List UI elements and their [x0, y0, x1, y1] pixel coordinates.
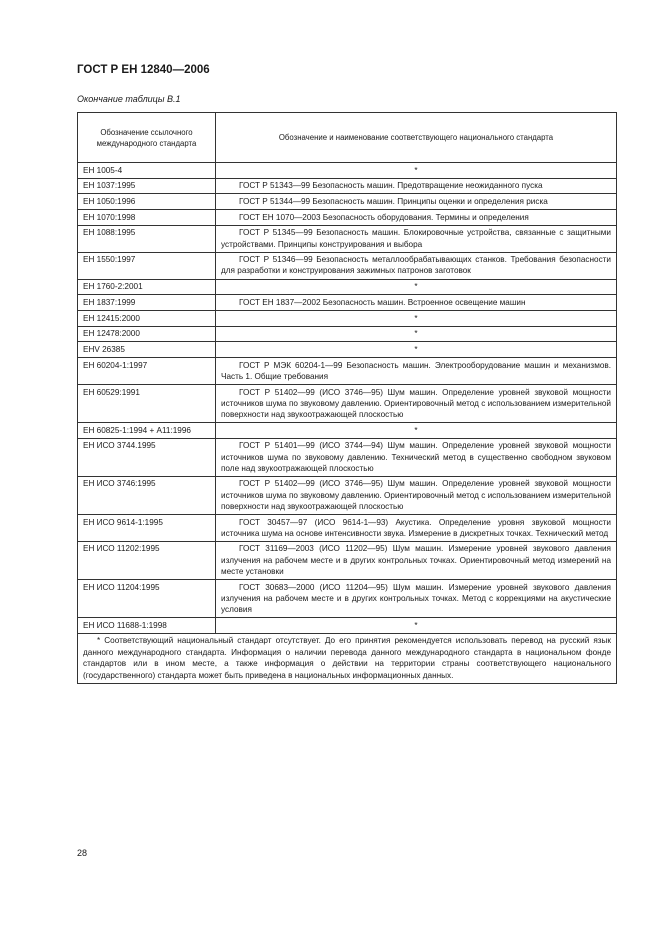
- national-standard-description: *: [216, 311, 617, 327]
- table-row: [78, 358, 617, 385]
- table-row: [78, 515, 617, 542]
- international-standard-code: ЕН 60204-1:1997: [78, 358, 216, 385]
- national-standard-description: ГОСТ Р МЭК 60204-1—99 Безопасность машин. Электрооборудование машин и механизмов. Часть 1. Общие требования: [216, 358, 617, 385]
- international-standard-code: ЕН ИСО 9614-1:1995: [78, 515, 216, 542]
- national-standard-description: ГОСТ Р 51401—99 (ИСО 3744—94) Шум машин. Определение уровней звуковой мощности источников шума по звуковому давлению. Технический метод в существенно свободном звуковом поле над звукоотражающей плоскостью: [216, 438, 617, 476]
- table-row: [78, 385, 617, 423]
- table-body: [78, 163, 617, 634]
- table-row: [78, 342, 617, 358]
- international-standard-code: ЕН 1837:1999: [78, 295, 216, 311]
- table-row: [78, 210, 617, 226]
- national-standard-description: ГОСТ 31169—2003 (ИСО 11202—95) Шум машин. Измерение уровней звукового давления излучения на рабочем месте и в других контрольных точках. Ориентировочный метод измерений на месте установки: [216, 541, 617, 579]
- national-standard-description: *: [216, 618, 617, 634]
- international-standard-code: ЕН ИСО 11688-1:1998: [78, 618, 216, 634]
- national-standard-description: ГОСТ Р 51402—99 (ИСО 3746—95) Шум машин. Определение уровней звуковой мощности источников шума по звуковому давлению. Ориентировочный метод с использованием измерительной поверхности над звукоотражающей плоскостью: [216, 476, 617, 514]
- international-standard-code: ЕН 60825-1:1994 + А11:1996: [78, 423, 216, 439]
- national-standard-description: ГОСТ 30683—2000 (ИСО 11204—95) Шум машин. Измерение уровней звукового давления излучения на рабочем месте и в других контрольных точках. Метод с коррекциями на акустические условия: [216, 580, 617, 618]
- page-number: 28: [77, 848, 88, 858]
- national-standard-description: *: [216, 163, 617, 179]
- international-standard-code: ЕН 1005-4: [78, 163, 216, 179]
- table-row: [78, 326, 617, 342]
- national-standard-description: ГОСТ Р 51402—99 (ИСО 3746—95) Шум машин. Определение уровней звуковой мощности источников шума по звуковому давлению. Ориентировочный метод с использованием измерительной поверхности над звукоотражающей плоскостью: [216, 385, 617, 423]
- table-row: [78, 476, 617, 514]
- table-row: [78, 178, 617, 194]
- header-national-standard: Обозначение и наименование соответствующего национального стандарта: [216, 113, 617, 163]
- national-standard-description: ГОСТ ЕН 1070—2003 Безопасность оборудования. Термины и определения: [216, 210, 617, 226]
- standards-table: [77, 112, 617, 684]
- national-standard-description: *: [216, 326, 617, 342]
- table-row: [78, 541, 617, 579]
- national-standard-description: ГОСТ Р 51344—99 Безопасность машин. Принципы оценки и определения риска: [216, 194, 617, 210]
- international-standard-code: ЕН 1550:1997: [78, 252, 216, 279]
- national-standard-description: *: [216, 423, 617, 439]
- footnote-row: [78, 633, 617, 683]
- international-standard-code: ЕН 1760-2:2001: [78, 279, 216, 295]
- international-standard-code: ЕН ИСО 3746:1995: [78, 476, 216, 514]
- international-standard-code: ЕН 1088:1995: [78, 225, 216, 252]
- international-standard-code: ЕН ИСО 3744.1995: [78, 438, 216, 476]
- table-row: [78, 163, 617, 179]
- table-row: [78, 225, 617, 252]
- national-standard-description: *: [216, 342, 617, 358]
- international-standard-code: ЕН 12415:2000: [78, 311, 216, 327]
- table-row: [78, 580, 617, 618]
- international-standard-code: ЕНV 26385: [78, 342, 216, 358]
- table-row: [78, 279, 617, 295]
- table-caption: Окончание таблицы В.1: [77, 94, 181, 104]
- national-standard-description: ГОСТ Р 51343—99 Безопасность машин. Предотвращение неожиданного пуска: [216, 178, 617, 194]
- national-standard-description: ГОСТ Р 51345—99 Безопасность машин. Блокировочные устройства, связанные с защитными устройствами. Принципы конструирования и выбора: [216, 225, 617, 252]
- table-footnote: * Соответствующий национальный стандарт отсутствует. До его принятия рекомендуется использовать перевод на русский язык данного международного стандарта. Информация о наличии перевода данного международного стандарта в национальном фонде стандартов или в ином месте, а также информация о действии на территории страны соответствующего национального (государственного) стандарта может быть приведена в национальных информационных данных.: [78, 633, 617, 683]
- table-row: [78, 423, 617, 439]
- international-standard-code: ЕН 1037:1995: [78, 178, 216, 194]
- table-row: [78, 311, 617, 327]
- header-international-standard: Обозначение ссылочного международного стандарта: [78, 113, 216, 163]
- table-row: [78, 618, 617, 634]
- national-standard-description: ГОСТ Р 51346—99 Безопасность металлообрабатывающих станков. Требования безопасности для разработки и конструирования зажимных патронов заготовок: [216, 252, 617, 279]
- international-standard-code: ЕН ИСО 11204:1995: [78, 580, 216, 618]
- international-standard-code: ЕН ИСО 11202:1995: [78, 541, 216, 579]
- national-standard-description: ГОСТ ЕН 1837—2002 Безопасность машин. Встроенное освещение машин: [216, 295, 617, 311]
- table-row: [78, 438, 617, 476]
- table-row: [78, 295, 617, 311]
- international-standard-code: ЕН 1050:1996: [78, 194, 216, 210]
- document-title: ГОСТ Р ЕН 12840—2006: [77, 64, 210, 76]
- international-standard-code: ЕН 60529:1991: [78, 385, 216, 423]
- national-standard-description: *: [216, 279, 617, 295]
- table-row: [78, 252, 617, 279]
- table-row: [78, 194, 617, 210]
- national-standard-description: ГОСТ 30457—97 (ИСО 9614-1—93) Акустика. Определение уровня звуковой мощности источника шума на основе интенсивности звука. Измерение в дискретных точках. Технический метод: [216, 515, 617, 542]
- international-standard-code: ЕН 1070:1998: [78, 210, 216, 226]
- table-header-row: [78, 113, 617, 163]
- international-standard-code: ЕН 12478:2000: [78, 326, 216, 342]
